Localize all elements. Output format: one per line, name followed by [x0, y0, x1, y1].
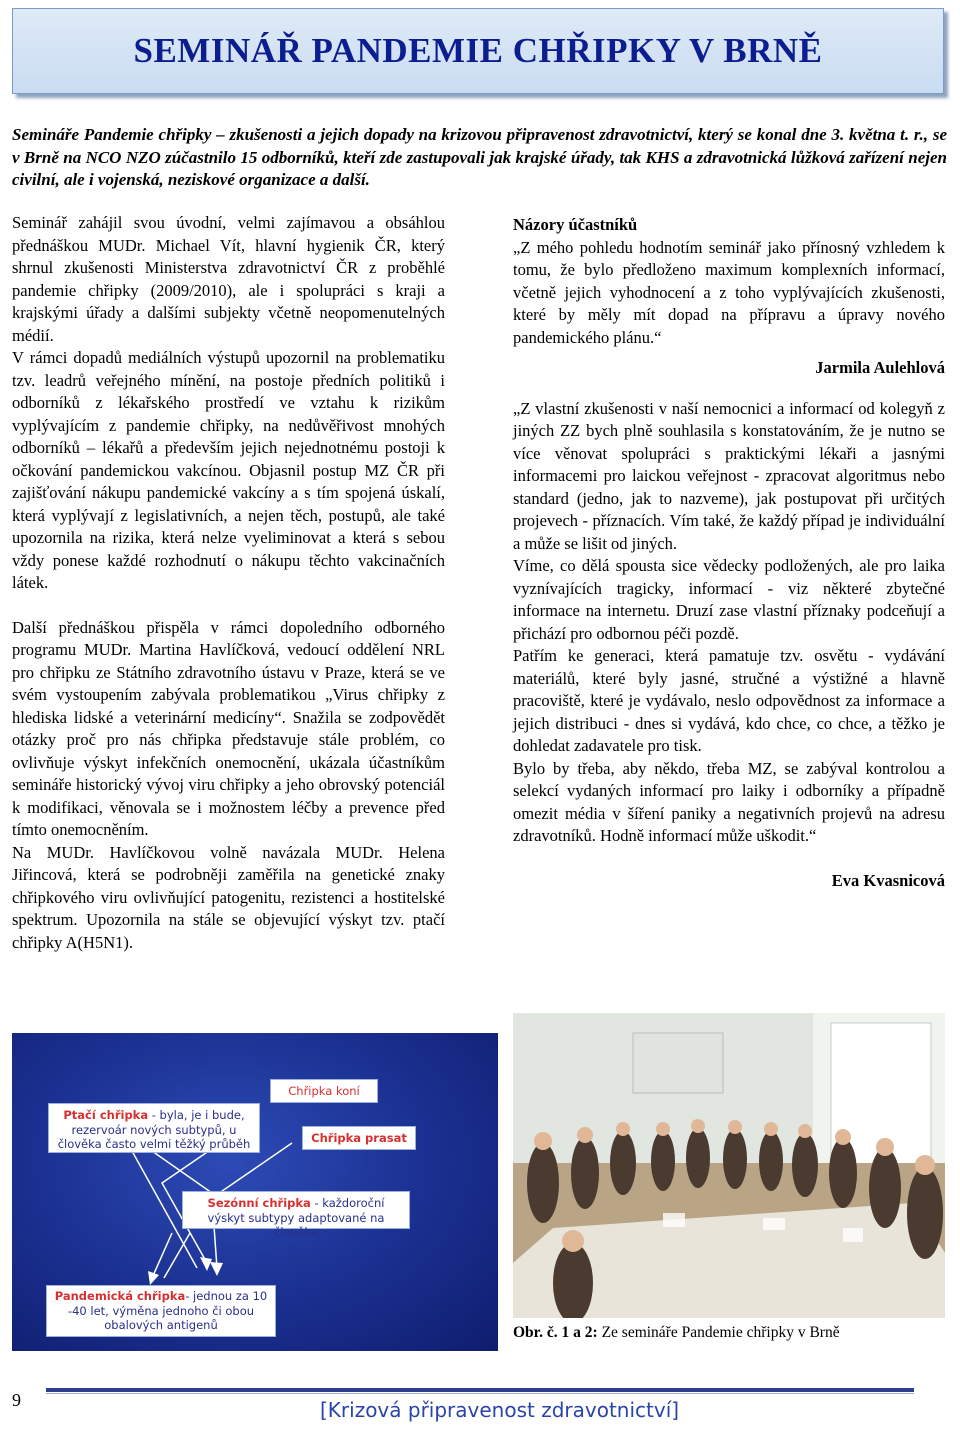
seasonal-flu-text: - každoroční výskyt subtypy adaptované na člověka — [207, 1196, 385, 1239]
footer-rule — [46, 1388, 914, 1392]
signature-kvasnicova: Eva Kvasnicová — [831, 870, 945, 890]
figure-caption — [513, 1324, 840, 1342]
paragraph-havlickova: Další přednáškou přispěla v rámci dopoledního odborného programu MUDr. Martina Havlíčková, vedoucí oddělení NRL pro chřipku ze Státního zdravotního ústavu v Praze, která se ve svém vystoupením zabývala problematikou „Virus chřipky z hlediska lidské a veterinární medicíny“. Snažila se zodpovědět otázky proč pro nás chřipka představuje stále problém, co ovlivňuje výskyt infekčních onemocnění, ukázala účastníkům semináře historický vývoj viru chřipky a jeho obrovský potenciál k modifikaci, věnovala se i možnostem léčby a prevence před tímto onemocněním. — [12, 617, 445, 839]
intro-paragraph: Semináře Pandemie chřipky – zkušenosti a jejich dopady na krizovou připravenost zdravotnictví, který se konal dne 3. května t. r., se v Brně na NCO NZO zúčastnilo 15 odborníků, kteří zde zastupovali jak krajské úřady, tak KHS a zdravotnická lůžková zařízení nejen civilní, ale i vojenská, neziskové organizace a další. — [12, 125, 947, 189]
seasonal-flu-box — [182, 1191, 410, 1239]
pig-flu-label: Chřipka prasat — [311, 1131, 407, 1145]
arrowhead-1 — [200, 1257, 212, 1271]
quote-kvasnicova-1: „Z vlastní zkušenosti v naší nemocnici a informací od kolegyň z jiných ZZ bych plně souhlasila s konstatováním, že je nutno se více věnovat spolupráci s praktickými lékaři a jasnými informacemi pro laickou veřejnost - zpracovat algoritmus nebo standard (jedno, jak to nazveme), jak postupovat při určitých projevech - příznacích. Vím také, že každý případ je individuální a může se lišit od jiných. — [513, 398, 945, 553]
seminar-photo — [513, 1013, 945, 1318]
page-number: 9 — [12, 1390, 21, 1410]
arrow-bird-seasonal — [152, 1151, 212, 1193]
seasonal-flu-label: Sezónní chřipka — [207, 1196, 311, 1210]
bird-flu-text: - byla, je i bude, rezervoár nových subtypů, u člověka často velmi těžký průběh — [57, 1108, 251, 1151]
arrowhead-2 — [210, 1262, 223, 1276]
opinions-heading: Názory účastníků — [513, 215, 638, 234]
quote-kvasnicova-4: Bylo by třeba, aby někdo, třeba MZ, se zabýval kontrolou a selekcí vydaných informací pro laiky i odborníky a případně omezit média v šíření paniky a negativních projevů na adresu zdravotníků. Hodně informací může uškodit.“ — [513, 758, 945, 845]
arrow-seasonal-pandemic-2 — [164, 1233, 190, 1278]
horse-flu-box — [270, 1079, 378, 1103]
horse-flu-label: Chřipka koní — [288, 1084, 360, 1098]
quote-kvasnicova-3: Patřím ke generaci, která pamatuje tzv. osvětu - vydávání materiálů, které byly jasné, stručné a výstižné a hlavně pracoviště, které je vydávalo, neslo odpovědnost za informace a jejich distribuci - dnes si vydává, kdo chce, co chce, a těžko je dohledat zadavatele pro tisk. — [513, 646, 945, 755]
paragraph-jirincova: Na MUDr. Havlíčkovou volně navázala MUDr. Helena Jiřincová, která se podrobněji zaměřila na genetické znaky chřipkového viru ovlivňující patogenitu, rezistenci a hostitelské spektrum. Upozornila na stále se objevující výskyt tzv. ptačí chřipky A(H5N1). — [12, 842, 445, 952]
caption-label: Obr. č. 1 a 2: — [513, 1324, 598, 1341]
right-column — [513, 214, 945, 892]
quote-kvasnicova-2: Víme, co dělá spousta sice vědecky podložených, ale pro laika vyznívajících tragicky, informací - viz některé zbytečné informace na internetu. Druzí zase vlastní příznaky podceňují a přichází pro odbornou péči pozdě. — [513, 556, 945, 643]
left-column — [12, 212, 445, 954]
quote-aulehlova: „Z mého pohledu hodnotím seminář jako přínosný vzhledem k tomu, že bylo předloženo maximum komplexních informací, včetně jejich vyhodnocení a z toho vyplývajících zkušenosti, které by měly mít dopad na přípravu a úpravy nového pandemického plánu.“ — [513, 237, 945, 347]
running-title: [Krizová připravenost zdravotnictví] — [320, 1398, 680, 1422]
pandemic-flu-box — [46, 1285, 276, 1337]
bird-flu-label: Ptačí chřipka — [63, 1108, 149, 1122]
arrow-seasonal-pandemic — [152, 1233, 172, 1278]
paragraph-opening: Seminář zahájil svou úvodní, velmi zajímavou a obsáhlou přednáškou MUDr. Michael Vít, hlavní hygienik ČR, který shrnul zkušenosti Ministerstva zdravotnictví ČR z proběhlé pandemie chřipky (2009/2010), ale i spolupráci s kraji a krajskými úřady a dalšími subjekty včetně neopomenutelných médií. — [12, 213, 445, 345]
signature-aulehlova: Jarmila Aulehlová — [815, 358, 945, 377]
title-banner — [12, 8, 944, 94]
footer-rule-thin — [46, 1393, 914, 1394]
bird-flu-box — [48, 1103, 260, 1153]
caption-text: Ze semináře Pandemie chřipky v Brně — [597, 1324, 840, 1341]
pandemic-flu-text: - jednou za 10 -40 let, výměna jednoho či obou obalových antigenů — [67, 1289, 268, 1332]
pig-flu-box — [302, 1126, 416, 1150]
pandemic-flu-label: Pandemická chřipka — [54, 1289, 186, 1303]
page-title: SEMINÁŘ PANDEMIE CHŘIPKY V BRNĚ — [133, 31, 823, 70]
paragraph-media: V rámci dopadů mediálních výstupů upozornil na problematiku tzv. leadrů veřejného mínění, na postoje předních politiků i odborníků z lékařského prostředí ve vztahu k rizikům vyplývajícím z pandemie chřipky, na nedůvěřivost mnohých odborníků – lékařů a především jejich nejednotnému postoji k očkování pandemickou vakcínou. Objasnil postup MZ ČR při zajišťování nákupu pandemické vakcíny a s tím spojená úskalí, která vyplývají z legislativních, a nejen těch, postupů, ale také upozornila na rizika, která nelze vyeliminovat a která s sebou vždy ponese každé rozhodnutí o nákupu těchto vakcinačních látek. — [12, 348, 445, 592]
influenza-diagram — [12, 1033, 498, 1351]
arrowhead-3 — [148, 1271, 159, 1285]
